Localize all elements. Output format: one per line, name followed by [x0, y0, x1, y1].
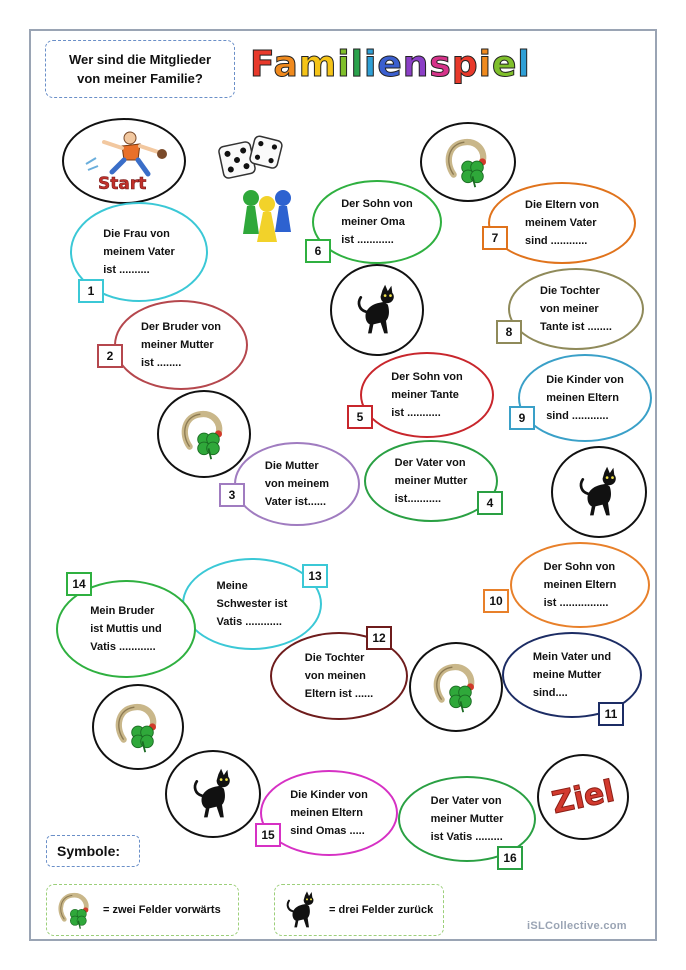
- cat-icon: [281, 890, 321, 930]
- field-number: 7: [482, 226, 508, 250]
- field-number: 2: [97, 344, 123, 368]
- field-number: 5: [347, 405, 373, 429]
- field-5[interactable]: [360, 352, 494, 438]
- field-text: Mein Vater und meine Mutter sind....: [532, 651, 612, 699]
- cat-icon-wrap: [186, 767, 240, 821]
- dice-icon: [215, 134, 285, 184]
- field-text: Die Tochter von meiner Tante ist ........: [540, 285, 612, 333]
- clover-field[interactable]: [409, 642, 503, 732]
- field-number: 12: [366, 626, 392, 650]
- title-letter: e: [377, 44, 403, 85]
- field-number: 14: [66, 572, 92, 596]
- field-number: 13: [302, 564, 328, 588]
- title-letter: l: [517, 44, 531, 85]
- field-number: 15: [255, 823, 281, 847]
- field-text: Der Vater von meiner Mutter ist...........: [394, 457, 468, 505]
- title-letter: l: [350, 44, 364, 85]
- field-number: 6: [305, 239, 331, 263]
- cat-field[interactable]: [551, 446, 647, 538]
- title-letter: a: [273, 44, 299, 85]
- symbols-heading: Symbole:: [46, 835, 140, 867]
- goal-field[interactable]: [537, 754, 629, 840]
- clover-horseshoe-icon: [429, 660, 483, 714]
- field-text: Die Tochter von meinen Eltern ist ......: [304, 652, 374, 700]
- field-2[interactable]: [114, 300, 248, 390]
- title-letter: i: [337, 44, 351, 85]
- clover-horseshoe-icon: [111, 700, 165, 754]
- clover-field[interactable]: [157, 390, 251, 478]
- start-field[interactable]: [62, 118, 186, 204]
- field-8[interactable]: [508, 268, 644, 350]
- field-number: 16: [497, 846, 523, 870]
- field-text: Der Sohn von meinen Eltern ist ................: [543, 561, 617, 609]
- clover-icon-wrap: [111, 700, 165, 754]
- field-text: Die Kinder von meinen Eltern sind ............: [546, 374, 624, 422]
- field-text: Der Sohn von meiner Oma ist ............: [341, 198, 413, 246]
- cat-icon: [281, 890, 321, 930]
- field-text: Meine Schwester ist Vatis ............: [216, 580, 288, 628]
- cat-icon: [350, 283, 404, 337]
- title-letter: i: [363, 44, 378, 85]
- field-9[interactable]: [518, 354, 652, 442]
- goal-label: Ziel: [548, 773, 618, 821]
- clover-horseshoe-icon: [55, 890, 95, 930]
- clover-horseshoe-icon: [55, 890, 95, 930]
- field-text: Die Mutter von meinem Vater ist......: [264, 460, 330, 508]
- title-letter: F: [250, 44, 274, 85]
- legend-cat-text: = drei Felder zurück: [329, 904, 434, 916]
- field-13[interactable]: [182, 558, 322, 650]
- cat-field[interactable]: [330, 264, 424, 356]
- field-number: 3: [219, 483, 245, 507]
- page-title: [250, 44, 531, 85]
- field-6[interactable]: [312, 180, 442, 264]
- field-text: Der Sohn von meiner Tante ist ...........: [391, 371, 463, 419]
- field-number: 9: [509, 406, 535, 430]
- field-text: Die Frau von meinem Vater ist ..........: [103, 228, 175, 276]
- cat-icon-wrap: [350, 283, 404, 337]
- cat-field[interactable]: [165, 750, 261, 838]
- title-letter: s: [429, 44, 452, 85]
- clover-field[interactable]: [92, 684, 184, 770]
- game-pawns-icon: [237, 188, 299, 244]
- question-box: Wer sind die Mitglieder von meiner Familie?: [45, 40, 235, 98]
- title-letter: p: [451, 44, 479, 85]
- field-3[interactable]: [234, 442, 360, 526]
- field-number: 4: [477, 491, 503, 515]
- clover-horseshoe-icon: [177, 407, 231, 461]
- field-text: Der Vater von meiner Mutter ist Vatis .........: [430, 795, 504, 843]
- field-number: 1: [78, 279, 104, 303]
- watermark: iSLCollective.com: [527, 920, 627, 932]
- legend-cat: [274, 884, 444, 936]
- field-text: Die Eltern von meinem Vater sind ............: [525, 199, 599, 247]
- clover-horseshoe-icon: [441, 135, 495, 189]
- field-7[interactable]: [488, 182, 636, 264]
- cat-icon-wrap: [572, 465, 626, 519]
- title-letter: e: [491, 44, 518, 85]
- cat-icon: [572, 465, 626, 519]
- clover-icon-wrap: [441, 135, 495, 189]
- field-number: 11: [598, 702, 624, 726]
- start-label: Start: [98, 174, 147, 194]
- field-text: Mein Bruder ist Muttis und Vatis ............: [90, 605, 162, 653]
- legend-clover: [46, 884, 239, 936]
- field-number: 10: [483, 589, 509, 613]
- field-number: 8: [496, 320, 522, 344]
- field-text: Der Bruder von meiner Mutter ist ........: [140, 321, 222, 369]
- title-letter: m: [298, 44, 338, 85]
- title-letter: n: [402, 44, 430, 85]
- cat-icon: [186, 767, 240, 821]
- field-text: Die Kinder von meinen Eltern sind Omas .....: [290, 789, 368, 837]
- title-letter: i: [478, 44, 492, 85]
- clover-field[interactable]: [420, 122, 516, 202]
- legend-clover-text: = zwei Felder vorwärts: [103, 904, 221, 916]
- field-10[interactable]: [510, 542, 650, 628]
- clover-icon-wrap: [429, 660, 483, 714]
- clover-icon-wrap: [177, 407, 231, 461]
